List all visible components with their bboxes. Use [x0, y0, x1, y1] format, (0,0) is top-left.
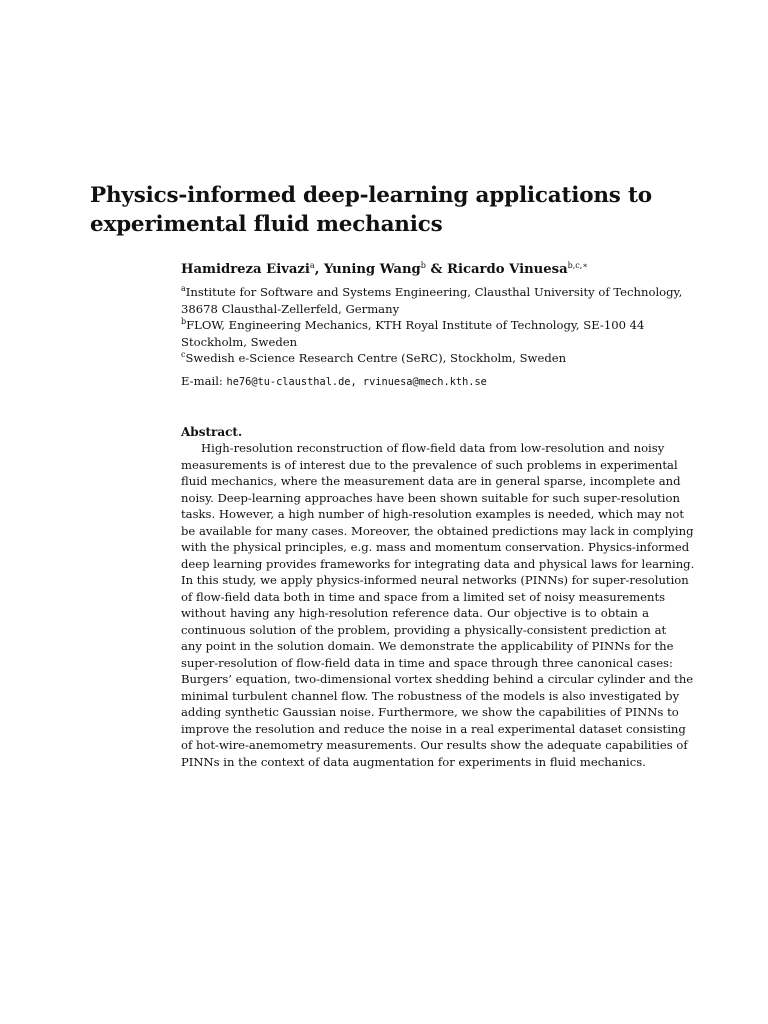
author-name: Yuning Wang [323, 262, 421, 277]
abstract-line: In this study, we apply physics-informed neural networks (PINNs) for super-resolution [181, 573, 689, 587]
author-separator: , [314, 262, 324, 277]
abstract-line: Burgers’ equation, two-dimensional vortex shedding behind a circular cylinder and the [181, 672, 694, 686]
abstract-line: be available for many cases. Moreover, the obtained predictions may lack in complying [181, 523, 694, 538]
abstract-heading: Abstract. [181, 425, 243, 439]
abstract-line: noisy. Deep-learning approaches have been shown suitable for such super-resolution [181, 490, 680, 505]
paper-title [90, 181, 690, 239]
affiliation-a [181, 284, 683, 301]
affiliation-b-cont: Stockholm, Sweden [181, 334, 298, 349]
abstract-line: adding synthetic Gaussian noise. Furthermore, we show the capabilities of PINNs to [181, 705, 679, 719]
email-label: E-mail: [181, 374, 227, 388]
affiliations [181, 284, 683, 367]
author-name: Hamidreza Eivazi [181, 262, 310, 277]
abstract-line: of flow-field data both in time and space from a limited set of noisy measurements [181, 589, 666, 604]
abstract-line: tasks. However, a high number of high-resolution examples is needed, which may not [181, 507, 685, 521]
email-addresses[interactable]: he76@tu-clausthal.de, rvinuesa@mech.kth.se [226, 376, 487, 388]
abstract-line: deep learning provides frameworks for integrating data and physical laws for learning. [181, 556, 695, 571]
abstract-line: improve the resolution and reduce the noise in a real experimental dataset consisting [181, 721, 686, 736]
abstract-line: minimal turbulent channel flow. The robustness of the models is also investigated by [181, 688, 680, 703]
abstract-line: without having any high-resolution reference data. Our objective is to obtain a [181, 606, 649, 620]
abstract-line: with the physical principles, e.g. mass and momentum conservation. Physics-informed [181, 540, 690, 554]
abstract-line: fluid mechanics, where the measurement data are in general sparse, incomplete and [181, 474, 681, 488]
affiliation-b [181, 317, 651, 334]
title-line-2: experimental fluid mechanics [90, 212, 443, 237]
affiliation-text: FLOW, Engineering Mechanics, KTH Royal Institute of Technology, SE-100 44 [186, 318, 645, 333]
author-affiliation-mark: b [420, 261, 426, 270]
affiliation-a-cont: 38678 Clausthal-Zellerfeld, Germany [181, 301, 400, 316]
author-affiliation-mark: b,c,∗ [567, 261, 588, 270]
author-list [181, 261, 588, 279]
affiliation-mark: c [181, 350, 186, 360]
author-separator: & [425, 262, 447, 277]
email-line [181, 373, 487, 390]
affiliation-mark: a [181, 284, 186, 293]
abstract-line: High-resolution reconstruction of flow-field data from low-resolution and noisy [201, 441, 665, 455]
affiliation-text: Institute for Software and Systems Engineering, Clausthal University of Technology, [185, 285, 683, 299]
abstract-line: of hot-wire-anemometry measurements. Our results show the adequate capabilities of [181, 738, 688, 752]
author-affiliation-mark: a [309, 261, 315, 270]
abstract-body [181, 440, 695, 770]
abstract-line: super-resolution of flow-field data in time and space through three canonical cases: [181, 655, 673, 670]
author-name: Ricardo Vinuesa [446, 262, 568, 277]
affiliation-mark: b [181, 317, 187, 327]
abstract-line: measurements is of interest due to the prevalence of such problems in experimental [181, 457, 678, 472]
title-line-1: Physics-informed deep-learning applications to [90, 183, 652, 208]
abstract-line: PINNs in the context of data augmentation for experiments in fluid mechanics. [181, 754, 646, 769]
affiliation-text: Swedish e-Science Research Centre (SeRC), Stockholm, Sweden [185, 351, 567, 366]
abstract-line: any point in the solution domain. We demonstrate the applicability of PINNs for the [181, 639, 674, 653]
affiliation-c [181, 350, 651, 367]
abstract-line: continuous solution of the problem, providing a physically-consistent prediction at [181, 622, 667, 637]
